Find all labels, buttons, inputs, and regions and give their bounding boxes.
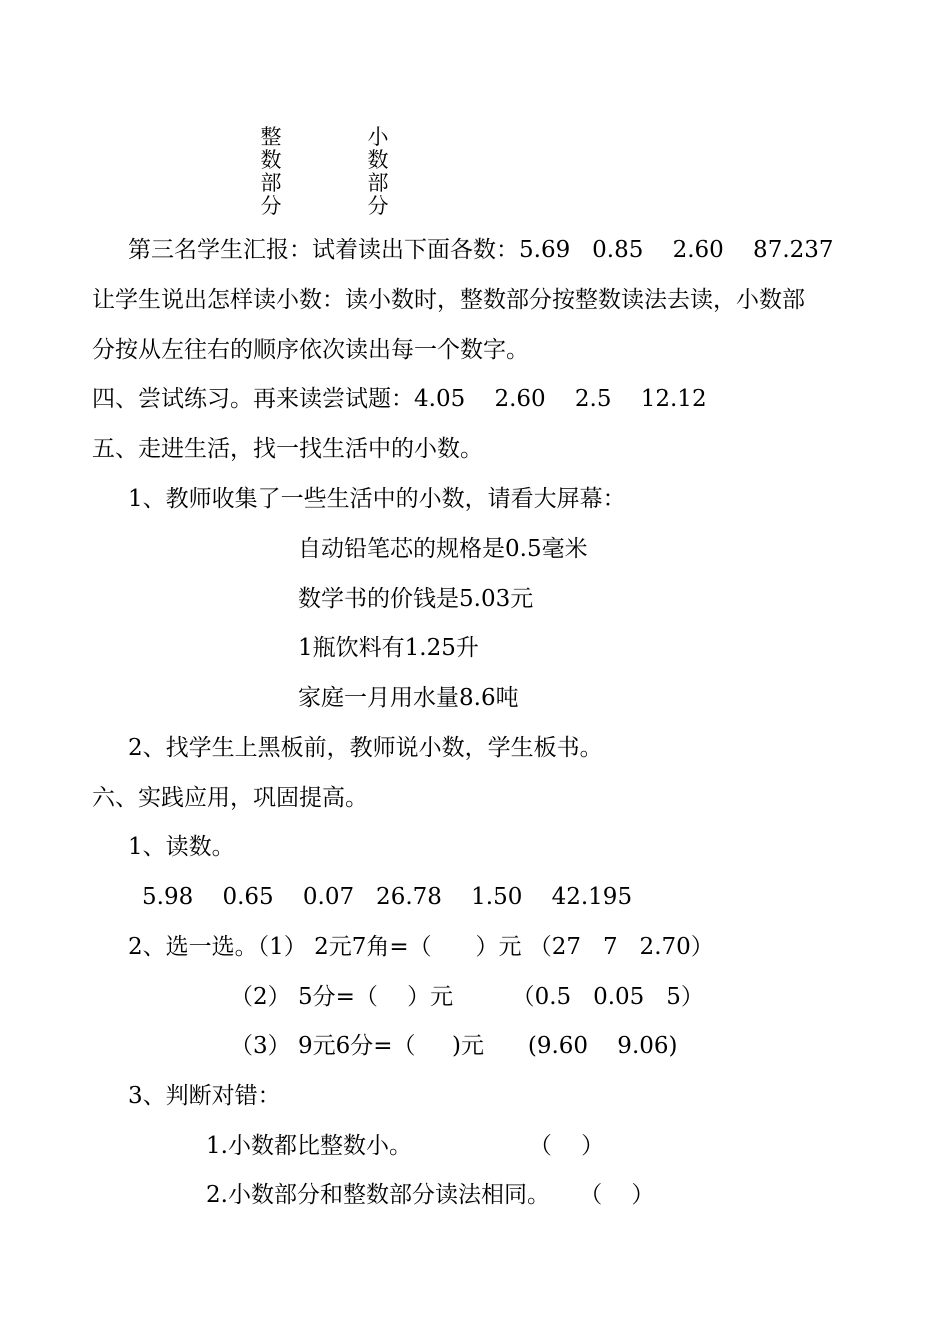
section-6-item-1: 1、读数。 — [128, 834, 235, 860]
student-report-line: 第三名学生汇报：试着读出下面各数：5.69 0.85 2.60 87.237 — [128, 237, 834, 263]
section-6-item-3: 3、判断对错： — [128, 1083, 281, 1109]
section-5-heading: 五、走进生活，找一找生活中的小数。 — [92, 436, 483, 462]
reading-numbers: 5.98 0.65 0.07 26.78 1.50 42.195 — [142, 884, 633, 910]
section-5-item-2: 2、找学生上黑板前，教师说小数，学生板书。 — [128, 735, 603, 761]
life-example-2: 数学书的价钱是5.03元 — [298, 586, 534, 612]
life-example-3: 1瓶饮料有1.25升 — [298, 635, 479, 661]
section-6-heading: 六、实践应用，巩固提高。 — [92, 785, 368, 811]
section-4-heading: 四、尝试练习。再来读尝试题：4.05 2.60 2.5 12.12 — [92, 386, 707, 412]
life-example-1: 自动铅笔芯的规格是0.5毫米 — [298, 536, 588, 562]
choose-question-3: （3） 9元6分=（ )元 (9.60 9.06) — [230, 1033, 678, 1059]
explanation-line-1: 让学生说出怎样读小数：读小数时，整数部分按整数读法去读，小数部 — [92, 287, 805, 313]
choose-question-2: （2） 5分=（ ）元 （0.5 0.05 5） — [230, 984, 704, 1010]
judge-statement-1: 1.小数都比整数小。 （ ） — [206, 1133, 605, 1159]
life-example-4: 家庭一月用水量8.6吨 — [298, 685, 519, 711]
judge-statement-2: 2.小数部分和整数部分读法相同。 （ ） — [206, 1182, 655, 1208]
choose-question-1: 2、选一选。（1） 2元7角=（ ）元 （27 7 2.70） — [128, 934, 714, 960]
section-5-item-1: 1、教师收集了一些生活中的小数，请看大屏幕： — [128, 486, 626, 512]
integer-part-label: 整数部分 — [260, 125, 282, 218]
decimal-part-label: 小数部分 — [367, 125, 389, 218]
explanation-line-2: 分按从左往右的顺序依次读出每一个数字。 — [92, 337, 529, 363]
